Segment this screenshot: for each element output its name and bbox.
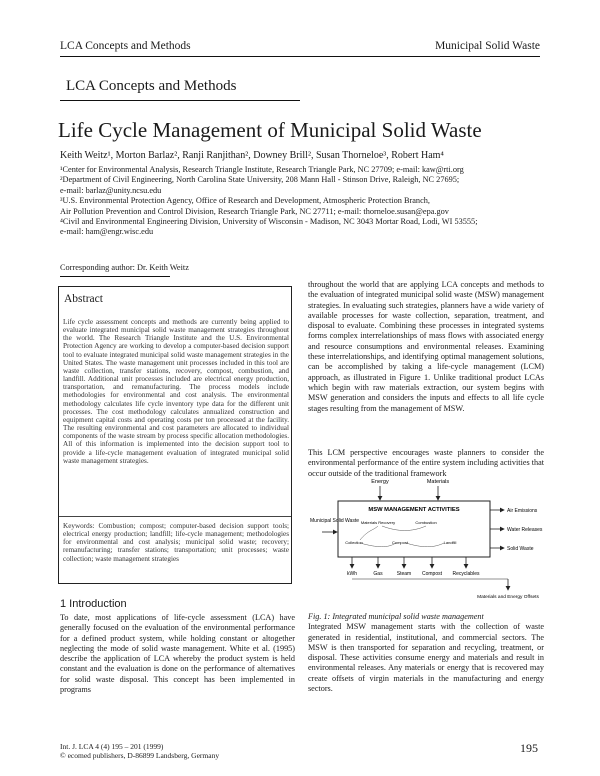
output-compost: Compost <box>421 571 443 577</box>
author-list: Keith Weitz¹, Morton Barlaz², Ranji Ranjithan², Downey Brill², Susan Thorneloe³, Robert Ham⁴ <box>60 150 444 161</box>
introduction-text: To date, most applications of life-cycle assessment (LCA) have generally focused on the evaluation of the environmental performance for a defined product system, while holding constant or altogether neglecting the mode of solid waste management. White et al. (1995) describe the application of LCA whereby the product system is held constant and the evaluation is done on the performance of alternatives for solid waste disposal. This concept has been implemented in programs <box>60 613 295 695</box>
paper-title: Life Cycle Management of Municipal Solid Waste <box>58 118 482 142</box>
introduction-heading: 1 Introduction <box>60 598 127 610</box>
running-header-left: LCA Concepts and Methods <box>60 40 191 52</box>
input-materials: Materials <box>426 479 450 485</box>
journal-footer <box>60 742 219 760</box>
affiliation-line: ³U.S. Environmental Protection Agency, Office of Research and Development, Atmospheric Protection Branch, <box>60 196 430 206</box>
footer-citation: Int. J. LCA 4 (4) 195 – 201 (1999) <box>60 742 164 751</box>
keywords-rule <box>59 516 291 517</box>
output-steam: Steam <box>396 571 412 577</box>
output-water-releases: Water Releases <box>507 527 543 533</box>
node-collection: Collection <box>345 540 363 545</box>
output-solid-waste: Solid Waste <box>507 546 534 552</box>
corresponding-author: Corresponding author: Dr. Keith Weitz <box>60 263 189 272</box>
caption-title: Fig. 1: Integrated municipal solid waste management <box>308 612 484 621</box>
caption-text: Integrated MSW management starts with the collection of waste generated in residential, institutional, and commercial sectors. The MSW is then transported for separation and recycling, treatment, or disposal. These activities consume energy and materials and result in environmental releases. Any materials or energy that is recovered may create offsets of virgin materials in the manufacturing and energy sectors. <box>308 622 544 694</box>
affiliation-line: e-mail: ham@engr.wisc.edu <box>60 227 154 237</box>
header-rule <box>60 56 540 57</box>
lcm-diagram <box>308 476 544 608</box>
affiliation-line: e-mail: barlaz@unity.ncsu.edu <box>60 185 162 195</box>
affiliation-line: Air Pollution Prevention and Control Division, Research Triangle Park, NC 27711; e-mail: thorneloe.susan@epa.gov <box>60 206 449 216</box>
node-compost: Compost <box>391 540 409 545</box>
affiliations <box>60 165 540 238</box>
abstract-heading: Abstract <box>64 293 103 305</box>
page-number: 195 <box>520 741 538 755</box>
affiliation-line: ¹Center for Environmental Analysis, Research Triangle Institute, Research Triangle Park, NC 27709; e-mail: kaw@rti.org <box>60 165 464 174</box>
section-rule <box>60 100 300 101</box>
figure-1 <box>308 476 544 608</box>
footer-publisher: © ecomed publishers, D-86899 Landsberg, Germany <box>60 751 220 760</box>
materials-energy-offsets: Materials and Energy Offsets <box>477 595 539 600</box>
affiliation-line: ²Department of Civil Engineering, North Carolina State University, 208 Mann Hall - Stinson Drive, Raleigh, NC 27695; <box>60 175 460 185</box>
node-materials-recovery: Materials Recovery <box>360 520 396 525</box>
node-landfill: Landfill <box>443 540 457 545</box>
affiliation-line: ⁴Civil and Environmental Engineering Division, University of Wisconsin - Madison, NC 3043 Mortar Road, Lodi, WI 53555; <box>60 217 478 227</box>
output-kwh: kWh <box>347 571 357 577</box>
keywords: Keywords: Combustion; compost; computer-based decision support tools; electrical energy production; landfill; life-cycle management; methodologies for environmental and cost analysis; municipal solid waste; recovery; remanufacturing; transfer stations; transportation; unit processes; waste collection; waste management strategies <box>63 522 289 563</box>
figure-caption <box>308 612 544 694</box>
input-msw: Municipal Solid Waste <box>310 518 360 524</box>
node-combustion: Combustion <box>415 520 437 525</box>
msw-box-title: MSW MANAGEMENT ACTIVITIES <box>368 507 460 513</box>
section-label: LCA Concepts and Methods <box>66 78 237 94</box>
corresponding-rule <box>60 276 170 277</box>
running-header-right: Municipal Solid Waste <box>435 40 540 52</box>
output-recyclables: Recyclables <box>452 571 480 577</box>
output-gas: Gas <box>373 571 383 577</box>
abstract-text: Life cycle assessment concepts and methods are currently being applied to evaluate integrated municipal solid waste management strategies throughout the world. The Research Triangle Institute and the U.S. Environmental Protection Agency are working to develop a computer-based decision support tool to evaluate integrated municipal solid waste management strategies in the United States. The waste management unit processes included in this tool are waste collection, transfer stations, recovery, compost, combustion, and landfill. Additional unit processes included are electrical energy production, transportation, and remanufacturing. The process models include methodologies for environmental and cost analysis. The environmental methodology calculates life cycle inventory type data for the different unit processes. The cost methodology calculates annualized construction and equipment capital costs and operating costs per ton processed at the facility. The resulting environmental and cost parameters are allocated to individual components of the waste stream by process specific allocation methodologies. All of this information is implemented into the decision support tool to provide a life-cycle management evaluation of integrated municipal solid waste management strategies. <box>63 318 289 465</box>
right-column-text-2: This LCM perspective encourages waste planners to consider the environmental performance of the entire system including activities that occur outside of the traditional framework <box>308 448 544 478</box>
right-column-text: throughout the world that are applying LCA concepts and methods to the evaluation of integrated municipal solid waste (MSW) management strategies. In evaluating such strategies, planners have a wide variety of available processes for waste collection, separation, treatment, and disposal to evaluate. Combining these processes in integrated systems forms complex interrelationships of mass flows with associated energy and resource consumptions and environmental releases. Examining these interrelationships, and identifying optimal management solutions, can be accomplished by taking a life-cycle management (LCM) approach, as illustrated in Figure 1. Unlike traditional product LCAs which begin with raw materials extraction, our system begins with MSW generation and considers the inputs and effects to all life cycle stages resulting from the management of MSW. <box>308 280 544 413</box>
input-energy: Energy <box>371 479 389 485</box>
output-air-emissions: Air Emissions <box>507 508 538 514</box>
